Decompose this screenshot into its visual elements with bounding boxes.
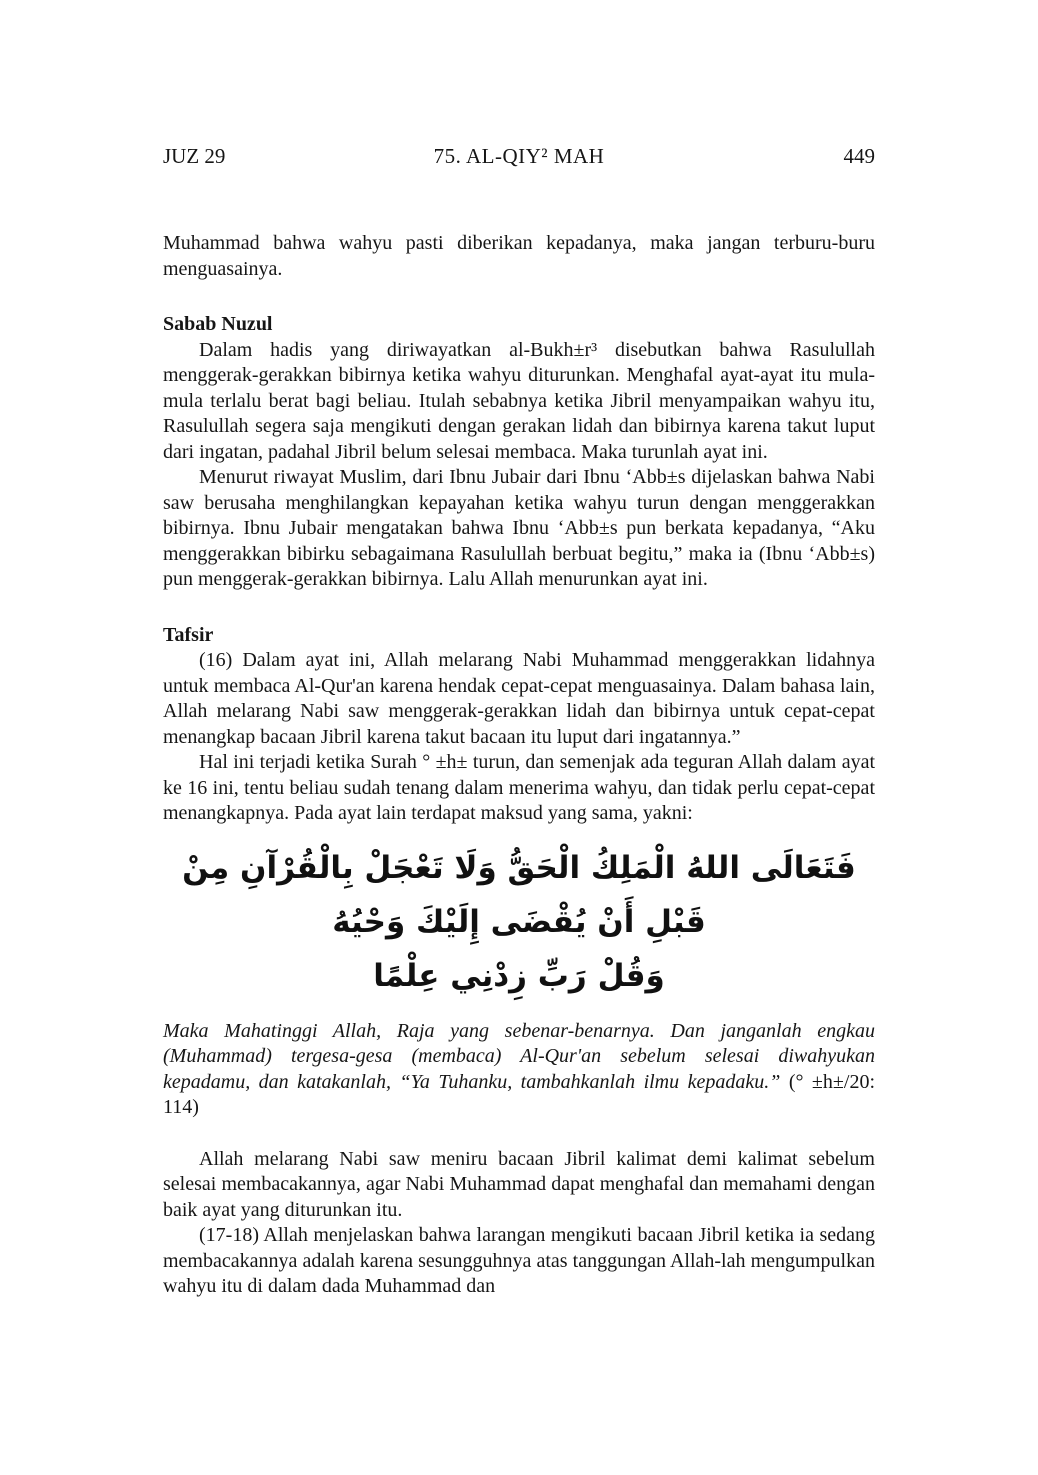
sabab-nuzul-paragraph: Dalam hadis yang diriwayatkan al-Bukh±r³ disebutkan bahwa Rasulullah menggerak-gerakkan bibirnya ketika wahyu diturunkan. Menghafal ayat-ayat itu mula-mula terlalu berat bagi beliau. Itulah sebabnya ketika Jibril menyampaikan wahyu itu, Rasulullah segera saja mengikuti dengan gerakan lidah dan bibirnya karena takut luput dari ingatan, padahal Jibril belum selesai membaca. Maka turunlah ayat ini. [163,338,875,463]
sabab-nuzul-heading: Sabab Nuzul [163,313,273,335]
arabic-verse-line-1: فَتَعَالَى اللهُ الْمَلِكُ الْحَقُّ وَلَا تَعْجَلْ بِالْقُرْآنِ مِنْ قَبْلِ أَنْ يُقْضَى إِلَيْكَ وَحْيُهُ [182,849,856,940]
tafsir-paragraph: Allah melarang Nabi saw meniru bacaan Jibril kalimat demi kalimat sebelum selesai membacakannya, agar Nabi Muhammad dapat menghafal dan memahami dengan baik ayat yang diturunkan itu. [163,1147,875,1221]
page-header [163,144,875,169]
verse-translation [163,1019,875,1121]
verse-translation-text: Maka Mahatinggi Allah, Raja yang sebenar-benarnya. Dan janganlah engkau (Muhammad) tergesa-gesa (membaca) Al-Qur'an sebelum selesai diwahyukan kepadamu, dan katakanlah, “Ya Tuhanku, tambahkanlah ilmu kepadaku.” [163,1019,875,1093]
page-body [163,231,875,1300]
tafsir-paragraph: (16) Dalam ayat ini, Allah melarang Nabi Muhammad menggerakkan lidahnya untuk membaca Al-Qur'an karena hendak cepat-cepat menguasainya. Dalam bahasa lain, Allah melarang Nabi saw menggerak-gerakkan lidah dan bibirnya untuk cepat-cepat menangkap bacaan Jibril karena takut bacaan itu luput dari ingatannya.” [163,649,875,748]
intro-paragraph: Muhammad bahwa wahyu pasti diberikan kepadanya, maka jangan terburu-buru menguasainya. [163,232,875,280]
tafsir-heading: Tafsir [163,623,214,646]
sabab-nuzul-paragraph: Menurut riwayat Muslim, dari Ibnu Jubair dari Ibnu ‘Abb±s dijelaskan bahwa Nabi saw berusaha menghilangkan kepayahan ketika wahyu turun dengan menggerakkan bibirnya. Ibnu Jubair mengatakan bahwa Ibnu ‘Abb±s pun berkata kepadanya, “Aku menggerakkan bibirku sebagaimana Rasulullah berbuat begitu,” maka ia (Ibnu ‘Abb±s) pun menggerak-gerakkan bibirnya. Lalu Allah menurunkan ayat ini. [163,466,875,590]
surah-title: 75. AL-QIY² MAH [433,144,605,168]
page-number: 449 [843,144,875,168]
juz-label: JUZ 29 [163,144,226,168]
tafsir-paragraph: Hal ini terjadi ketika Surah ° ±h± turun, dan semenjak ada teguran Allah dalam ayat ke 16 ini, tentu beliau sudah tenang dalam menerima wahyu, dan tidak perlu cepat-cepat menangkapnya. Pada ayat lain terdapat maksud yang sama, yakni: [163,751,875,824]
tafsir-paragraph: (17-18) Allah menjelaskan bahwa larangan mengikuti bacaan Jibril ketika ia sedang membacakannya adalah karena sesungguhnya atas tanggungan Allah-lah mengumpulkan wahyu itu di dalam dada Muhammad dan [163,1224,875,1297]
arabic-verse-line-2: وَقُلْ رَبِّ زِدْنِي عِلْمًا [373,957,665,994]
quran-verse-arabic [163,841,875,1003]
verse-translation-reference: (° ±h±/20: 114) [163,1070,875,1118]
